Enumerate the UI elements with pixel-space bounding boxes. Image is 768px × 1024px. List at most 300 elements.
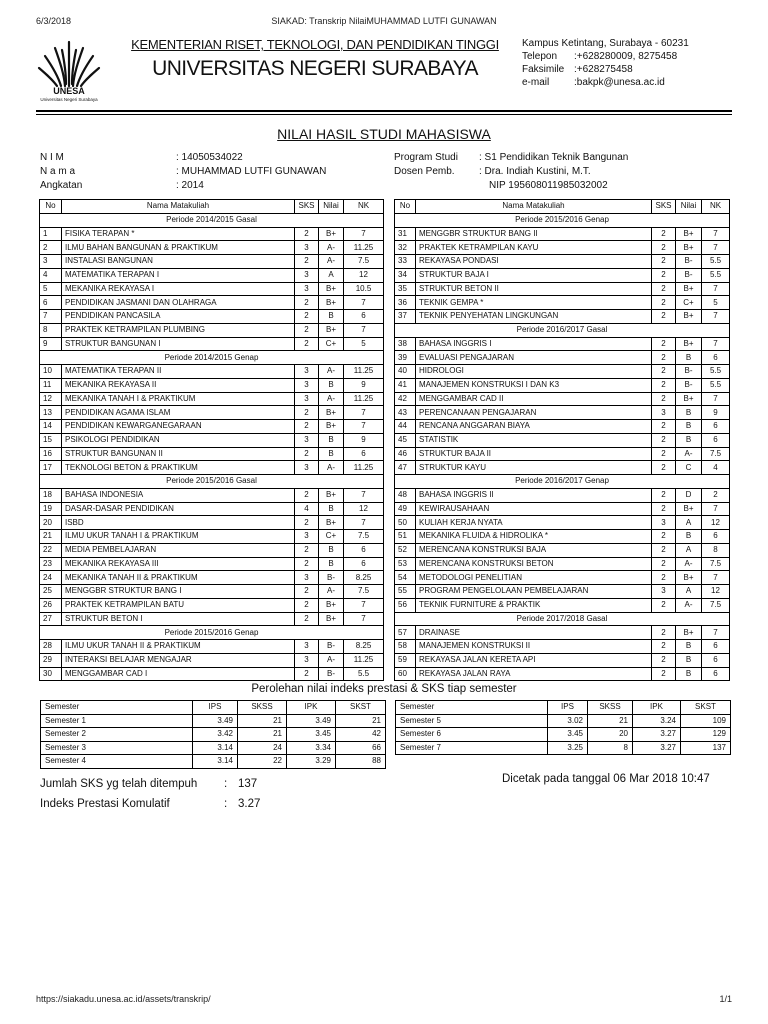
- course-grade: B: [676, 640, 702, 654]
- course-sks: 3: [295, 461, 319, 475]
- col-skss: SKSS: [588, 701, 633, 715]
- course-name: TEKNOLOGI BETON & PRAKTIKUM: [62, 461, 295, 475]
- program-label: Program Studi: [394, 152, 458, 163]
- course-sks: 2: [652, 310, 676, 324]
- course-sks: 2: [652, 255, 676, 269]
- course-name: ILMU BAHAN BANGUNAN & PRAKTIKUM: [62, 241, 295, 255]
- col-nk: NK: [344, 200, 384, 214]
- semester-name: Semester 1: [41, 714, 193, 728]
- course-no: 40: [395, 365, 416, 379]
- course-no: 43: [395, 406, 416, 420]
- course-name: BAHASA INDONESIA: [62, 488, 295, 502]
- course-grade: B: [319, 433, 344, 447]
- course-sks: 2: [295, 612, 319, 626]
- table-row: [395, 337, 730, 351]
- table-row: [40, 516, 384, 530]
- course-name: MERENCANA KONSTRUKSI BETON: [416, 557, 652, 571]
- course-grade: B+: [676, 502, 702, 516]
- course-nk: 7: [702, 227, 730, 241]
- course-name: STRUKTUR BAJA I: [416, 268, 652, 282]
- course-nk: 6: [344, 557, 384, 571]
- course-name: STRUKTUR KAYU: [416, 461, 652, 475]
- course-nk: 7.5: [344, 255, 384, 269]
- course-no: 23: [40, 557, 62, 571]
- course-sks: 2: [295, 337, 319, 351]
- course-no: 12: [40, 392, 62, 406]
- course-name: STRUKTUR BETON I: [62, 612, 295, 626]
- course-grade: B: [319, 502, 344, 516]
- course-name: MEKANIKA REKAYASA I: [62, 282, 295, 296]
- course-nk: 6: [702, 667, 730, 681]
- col-grade: Nilai: [319, 200, 344, 214]
- total-sks-label: Jumlah SKS yg telah ditempuh: [40, 778, 198, 790]
- course-name: EVALUASI PENGAJARAN: [416, 351, 652, 365]
- course-nk: 11.25: [344, 365, 384, 379]
- contact-label: Telepon: [522, 51, 558, 62]
- period-row: [395, 475, 730, 489]
- course-name: ISBD: [62, 516, 295, 530]
- course-nk: 7: [702, 310, 730, 324]
- course-no: 11: [40, 378, 62, 392]
- table-row: [395, 227, 730, 241]
- course-name: PENDIDIKAN AGAMA ISLAM: [62, 406, 295, 420]
- course-name: MANAJEMEN KONSTRUKSI I DAN K3: [416, 378, 652, 392]
- course-sks: 2: [652, 282, 676, 296]
- logo-subtext: Universitas Negeri Surabaya: [40, 97, 98, 102]
- course-no: 6: [40, 296, 62, 310]
- course-no: 55: [395, 585, 416, 599]
- program-value: : S1 Pendidikan Teknik Bangunan: [479, 152, 629, 163]
- course-name: KEWIRAUSAHAAN: [416, 502, 652, 516]
- ips-header-row: [396, 701, 731, 715]
- course-no: 28: [40, 640, 62, 654]
- course-name: PRAKTEK KETRAMPILAN BATU: [62, 598, 295, 612]
- course-sks: 2: [295, 296, 319, 310]
- course-name: MEKANIKA TANAH II & PRAKTIKUM: [62, 571, 295, 585]
- course-grade: B+: [319, 516, 344, 530]
- semester-ips: 3.49: [193, 714, 238, 728]
- table-row: [41, 755, 386, 769]
- course-nk: 6: [344, 543, 384, 557]
- table-row: [40, 310, 384, 324]
- semester-skst: 109: [681, 714, 731, 728]
- course-no: 8: [40, 323, 62, 337]
- table-row: [40, 502, 384, 516]
- contact-value: :bakpk@unesa.ac.id: [574, 77, 665, 88]
- course-nk: 12: [702, 585, 730, 599]
- course-no: 32: [395, 241, 416, 255]
- semester-skss: 8: [588, 741, 633, 755]
- course-no: 7: [40, 310, 62, 324]
- semester-skst: 66: [336, 741, 386, 755]
- course-sks: 3: [295, 433, 319, 447]
- course-sks: 2: [295, 557, 319, 571]
- col-course: Nama Matakuliah: [62, 200, 295, 214]
- course-nk: 5.5: [702, 365, 730, 379]
- table-row: [396, 714, 731, 728]
- course-nk: 11.25: [344, 392, 384, 406]
- course-no: 24: [40, 571, 62, 585]
- table-row: [395, 516, 730, 530]
- course-no: 36: [395, 296, 416, 310]
- course-no: 3: [40, 255, 62, 269]
- course-grade: A-: [319, 365, 344, 379]
- course-nk: 7: [702, 241, 730, 255]
- course-no: 49: [395, 502, 416, 516]
- document-title: NILAI HASIL STUDI MAHASISWA: [277, 126, 491, 142]
- total-sks-value: 137: [238, 778, 258, 790]
- semester-skst: 21: [336, 714, 386, 728]
- summary-block: [40, 774, 260, 814]
- course-nk: 8.25: [344, 640, 384, 654]
- table-row: [40, 255, 384, 269]
- period-row: [40, 626, 384, 640]
- table-row: [395, 557, 730, 571]
- col-ipk: IPK: [633, 701, 681, 715]
- table-row: [395, 310, 730, 324]
- course-no: 50: [395, 516, 416, 530]
- course-nk: 11.25: [344, 241, 384, 255]
- period-label: Periode 2014/2015 Gasal: [40, 213, 384, 227]
- course-grade: C+: [319, 337, 344, 351]
- course-sks: 2: [652, 543, 676, 557]
- semester-skss: 24: [238, 741, 287, 755]
- course-grade: B-: [676, 378, 702, 392]
- course-grade: B: [676, 667, 702, 681]
- course-sks: 3: [295, 268, 319, 282]
- table-row: [395, 461, 730, 475]
- course-sks: 2: [652, 351, 676, 365]
- course-sks: 3: [295, 640, 319, 654]
- course-sks: 2: [295, 516, 319, 530]
- course-sks: 2: [652, 420, 676, 434]
- divider-thick: [36, 110, 732, 112]
- contact-label: e-mail: [522, 77, 550, 88]
- course-no: 20: [40, 516, 62, 530]
- course-grade: A: [319, 268, 344, 282]
- semester-name: Semester 6: [396, 728, 548, 742]
- course-nk: 7: [702, 337, 730, 351]
- table-header-row: [40, 200, 384, 214]
- course-no: 56: [395, 598, 416, 612]
- nim-value: : 14050534022: [176, 152, 243, 163]
- course-name: RENCANA ANGGARAN BIAYA: [416, 420, 652, 434]
- course-no: 46: [395, 447, 416, 461]
- ips-table-right: [395, 700, 731, 755]
- course-name: MEDIA PEMBELAJARAN: [62, 543, 295, 557]
- course-grade: B: [319, 310, 344, 324]
- semester-name: Semester 7: [396, 741, 548, 755]
- course-nk: 2: [702, 488, 730, 502]
- table-row: [395, 406, 730, 420]
- table-row: [395, 351, 730, 365]
- year-label: Angkatan: [40, 180, 83, 191]
- period-row: [40, 351, 384, 365]
- course-grade: A-: [676, 557, 702, 571]
- course-no: 2: [40, 241, 62, 255]
- course-grade: B: [676, 351, 702, 365]
- course-nk: 5: [702, 296, 730, 310]
- course-name: MEKANIKA TANAH I & PRAKTIKUM: [62, 392, 295, 406]
- student-info-left: [40, 151, 326, 193]
- course-nk: 4: [702, 461, 730, 475]
- semester-skst: 129: [681, 728, 731, 742]
- course-grade: A-: [319, 461, 344, 475]
- name-value: : MUHAMMAD LUTFI GUNAWAN: [176, 166, 327, 177]
- course-name: DRAINASE: [416, 626, 652, 640]
- course-no: 45: [395, 433, 416, 447]
- course-name: PROGRAM PENGELOLAAN PEMBELAJARAN: [416, 585, 652, 599]
- course-sks: 2: [295, 310, 319, 324]
- course-name: STRUKTUR BAJA II: [416, 447, 652, 461]
- course-name: ILMU UKUR TANAH I & PRAKTIKUM: [62, 530, 295, 544]
- course-no: 60: [395, 667, 416, 681]
- course-no: 22: [40, 543, 62, 557]
- course-grade: B+: [676, 282, 702, 296]
- course-nk: 7: [344, 420, 384, 434]
- course-nk: 10.5: [344, 282, 384, 296]
- col-skst: SKST: [336, 701, 386, 715]
- semester-ips: 3.14: [193, 755, 238, 769]
- course-sks: 2: [652, 557, 676, 571]
- course-no: 39: [395, 351, 416, 365]
- contact-value: :+628275458: [574, 64, 633, 75]
- table-row: [395, 640, 730, 654]
- period-row: [40, 475, 384, 489]
- course-no: 14: [40, 420, 62, 434]
- table-row: [40, 585, 384, 599]
- col-semester: Semester: [41, 701, 193, 715]
- course-nk: 11.25: [344, 461, 384, 475]
- course-name: TEKNIK GEMPA *: [416, 296, 652, 310]
- course-name: KULIAH KERJA NYATA: [416, 516, 652, 530]
- table-row: [395, 255, 730, 269]
- course-grade: B+: [319, 296, 344, 310]
- table-row: [395, 296, 730, 310]
- course-no: 13: [40, 406, 62, 420]
- course-no: 33: [395, 255, 416, 269]
- course-grade: B: [319, 378, 344, 392]
- course-grade: A: [676, 543, 702, 557]
- table-row: [40, 241, 384, 255]
- table-row: [41, 741, 386, 755]
- table-row: [40, 530, 384, 544]
- period-label: Periode 2017/2018 Gasal: [395, 612, 730, 626]
- course-name: MENGGBR STRUKTUR BANG II: [416, 227, 652, 241]
- table-row: [40, 571, 384, 585]
- course-nk: 5.5: [344, 667, 384, 681]
- period-label: Periode 2015/2016 Genap: [395, 213, 730, 227]
- semester-ips: 3.45: [548, 728, 588, 742]
- course-grade: B-: [676, 255, 702, 269]
- table-row: [395, 598, 730, 612]
- course-no: 47: [395, 461, 416, 475]
- table-row: [40, 433, 384, 447]
- course-name: PSIKOLOGI PENDIDIKAN: [62, 433, 295, 447]
- semester-ipk: 3.29: [287, 755, 336, 769]
- course-nk: 7.5: [344, 585, 384, 599]
- print-url: https://siakadu.unesa.ac.id/assets/transkrip/: [36, 994, 211, 1004]
- gpa-label: Indeks Prestasi Komulatif: [40, 798, 170, 810]
- course-name: REKAYASA JALAN KERETA API: [416, 653, 652, 667]
- course-nk: 7: [702, 392, 730, 406]
- page-number: 1/1: [719, 994, 732, 1004]
- address: Kampus Ketintang, Surabaya - 60231: [522, 38, 689, 49]
- semester-skst: 88: [336, 755, 386, 769]
- period-row: [40, 213, 384, 227]
- course-sks: 2: [295, 447, 319, 461]
- table-row: [40, 323, 384, 337]
- course-sks: 2: [295, 420, 319, 434]
- course-nk: 7: [702, 571, 730, 585]
- ministry-name: KEMENTERIAN RISET, TEKNOLOGI, DAN PENDIDIKAN TINGGI: [131, 37, 499, 52]
- course-name: STATISTIK: [416, 433, 652, 447]
- col-skst: SKST: [681, 701, 731, 715]
- table-row: [40, 598, 384, 612]
- course-name: REKAYASA PONDASI: [416, 255, 652, 269]
- course-name: MANAJEMEN KONSTRUKSI II: [416, 640, 652, 654]
- course-nk: 7: [344, 406, 384, 420]
- table-row: [395, 488, 730, 502]
- semester-ipk: 3.24: [633, 714, 681, 728]
- course-name: PENDIDIKAN PANCASILA: [62, 310, 295, 324]
- course-grade: B: [676, 653, 702, 667]
- table-row: [395, 268, 730, 282]
- semester-ipk: 3.49: [287, 714, 336, 728]
- table-row: [40, 612, 384, 626]
- course-grade: B: [676, 406, 702, 420]
- course-sks: 3: [295, 530, 319, 544]
- course-sks: 2: [295, 227, 319, 241]
- course-sks: 2: [652, 227, 676, 241]
- course-no: 54: [395, 571, 416, 585]
- course-no: 53: [395, 557, 416, 571]
- course-sks: 2: [295, 667, 319, 681]
- course-no: 35: [395, 282, 416, 296]
- course-no: 25: [40, 585, 62, 599]
- course-name: MATEMATIKA TERAPAN I: [62, 268, 295, 282]
- col-grade: Nilai: [676, 200, 702, 214]
- course-nk: 9: [344, 433, 384, 447]
- course-grade: B: [676, 530, 702, 544]
- course-grade: B+: [319, 406, 344, 420]
- course-nk: 8.25: [344, 571, 384, 585]
- semester-skss: 22: [238, 755, 287, 769]
- course-nk: 12: [344, 502, 384, 516]
- course-sks: 2: [295, 323, 319, 337]
- advisor-value: : Dra. Indiah Kustini, M.T.: [479, 166, 591, 177]
- course-nk: 9: [702, 406, 730, 420]
- table-row: [40, 337, 384, 351]
- semester-ips: 3.25: [548, 741, 588, 755]
- period-row: [395, 323, 730, 337]
- course-sks: 2: [652, 268, 676, 282]
- course-nk: 7: [344, 488, 384, 502]
- course-grade: B+: [676, 392, 702, 406]
- course-nk: 7.5: [702, 598, 730, 612]
- course-grade: B+: [676, 310, 702, 324]
- advisor-nip: NIP 195608011985032002: [489, 180, 608, 191]
- course-no: 34: [395, 268, 416, 282]
- table-row: [40, 640, 384, 654]
- course-name: METODOLOGI PENELITIAN: [416, 571, 652, 585]
- course-sks: 2: [652, 598, 676, 612]
- table-row: [396, 728, 731, 742]
- nim-label: N I M: [40, 152, 64, 163]
- table-row: [395, 282, 730, 296]
- course-no: 17: [40, 461, 62, 475]
- course-grade: B-: [319, 667, 344, 681]
- semester-skst: 42: [336, 728, 386, 742]
- course-no: 59: [395, 653, 416, 667]
- table-row: [395, 530, 730, 544]
- col-no: No: [40, 200, 62, 214]
- course-nk: 11.25: [344, 653, 384, 667]
- course-name: INSTALASI BANGUNAN: [62, 255, 295, 269]
- course-sks: 2: [652, 530, 676, 544]
- course-name: REKAYASA JALAN RAYA: [416, 667, 652, 681]
- period-label: Periode 2015/2016 Genap: [40, 626, 384, 640]
- course-nk: 12: [344, 268, 384, 282]
- contact-block: [522, 37, 689, 89]
- table-row: [40, 406, 384, 420]
- col-sks: SKS: [652, 200, 676, 214]
- course-name: MENGGBR STRUKTUR BANG I: [62, 585, 295, 599]
- col-nk: NK: [702, 200, 730, 214]
- course-no: 29: [40, 653, 62, 667]
- course-no: 41: [395, 378, 416, 392]
- course-nk: 6: [344, 447, 384, 461]
- course-no: 21: [40, 530, 62, 544]
- semester-ipk: 3.45: [287, 728, 336, 742]
- course-nk: 7: [344, 323, 384, 337]
- print-date: 6/3/2018: [36, 16, 72, 26]
- course-nk: 6: [702, 530, 730, 544]
- table-row: [40, 461, 384, 475]
- period-row: [395, 612, 730, 626]
- course-sks: 3: [295, 571, 319, 585]
- printed-date: Dicetak pada tanggal 06 Mar 2018 10:47: [502, 773, 710, 785]
- course-sks: 2: [652, 640, 676, 654]
- course-grade: B+: [676, 241, 702, 255]
- course-sks: 2: [652, 626, 676, 640]
- table-row: [395, 447, 730, 461]
- course-no: 5: [40, 282, 62, 296]
- course-grade: C: [676, 461, 702, 475]
- course-grade: A-: [319, 653, 344, 667]
- course-grade: C+: [676, 296, 702, 310]
- col-ips: IPS: [548, 701, 588, 715]
- course-name: MATEMATIKA TERAPAN II: [62, 365, 295, 379]
- course-name: MENGGAMBAR CAD II: [416, 392, 652, 406]
- col-course: Nama Matakuliah: [416, 200, 652, 214]
- table-row: [395, 626, 730, 640]
- course-grade: B: [319, 543, 344, 557]
- course-name: MERENCANA KONSTRUKSI BAJA: [416, 543, 652, 557]
- separator: :: [224, 798, 228, 810]
- course-sks: 2: [652, 378, 676, 392]
- course-grade: B+: [319, 227, 344, 241]
- course-nk: 6: [702, 420, 730, 434]
- course-no: 19: [40, 502, 62, 516]
- col-no: No: [395, 200, 416, 214]
- table-row: [40, 227, 384, 241]
- course-sks: 2: [295, 585, 319, 599]
- semester-name: Semester 5: [396, 714, 548, 728]
- course-grade: B+: [676, 227, 702, 241]
- contact-phone: [522, 50, 689, 63]
- table-row: [40, 667, 384, 681]
